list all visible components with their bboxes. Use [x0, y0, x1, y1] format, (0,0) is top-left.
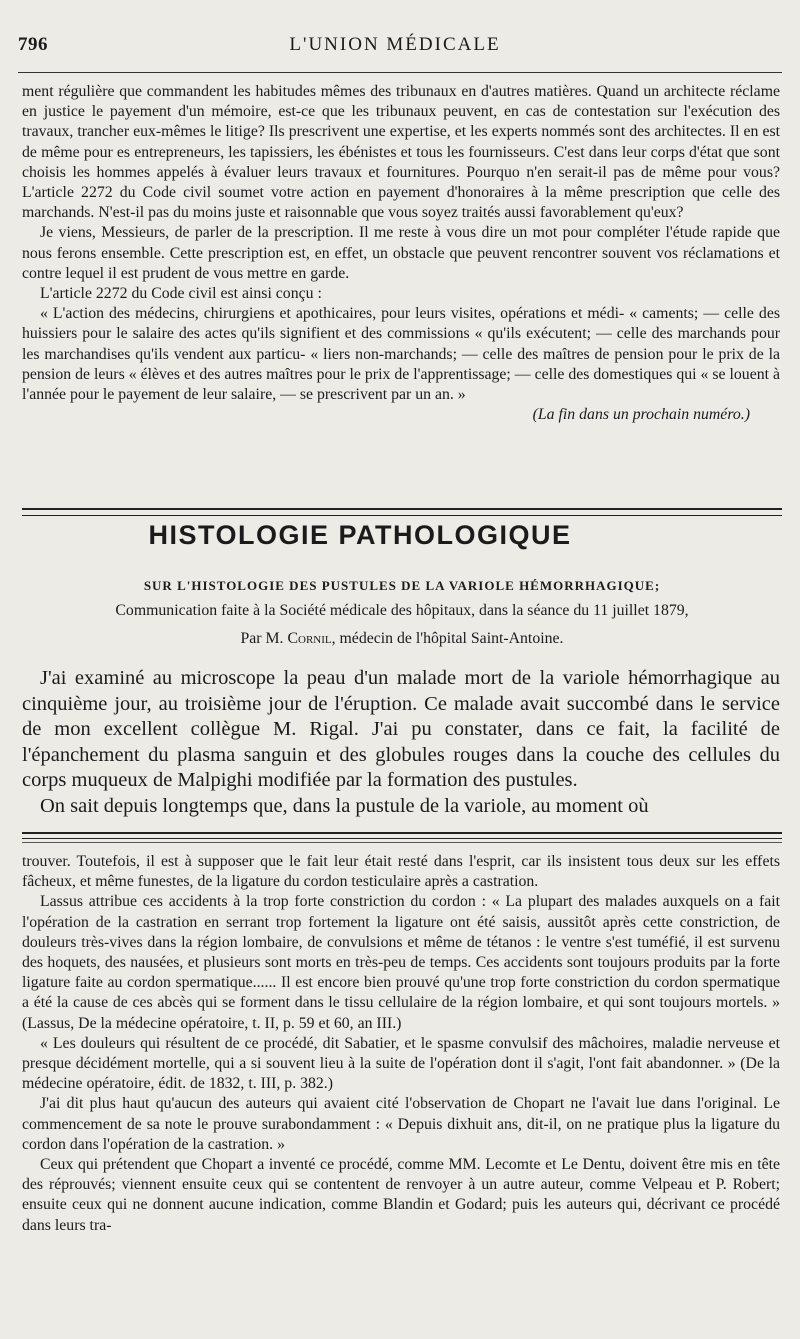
article-subtitle: Communication faite à la Société médicale des hôpitaux, dans la séance du 11 juillet 1879, [115, 602, 689, 619]
feuilleton-divider-thin [22, 842, 782, 843]
feuilleton-divider [22, 832, 782, 839]
section-divider [22, 508, 782, 516]
article-title: SUR L'HISTOLOGIE DES PUSTULES DE LA VARIOLE HÉMORRHAGIQUE; [143, 578, 661, 593]
author-suffix: , médecin de l'hôpital Saint-Antoine. [331, 630, 564, 647]
journal-title: L'UNION MÉDICALE [289, 34, 501, 55]
paragraph: « Les douleurs qui résultent de ce procédé, dit Sabatier, et le spasme convulsif des mâchoires, maladie nerveuse et presque décidément mortelle, qui a si souvent lieu à la suite de l'opération dont il s'agit, l'ont fait abandonner. » (De la médecine opératoire, édit. de 1832, t. III, p. 382.) [22, 1034, 780, 1093]
paragraph: ment régulière que commandent les habitudes mêmes des tribunaux en d'autres matières. Quand un architecte réclame en justice le payement d'un mémoire, est-ce que les tribunaux peuvent, en cas de contestation sur l'exécution des travaux, trancher eux-mêmes le litige? Ils prescrivent une expertise, et les experts nommés sont des architectes. Il en est de même pour es entrepreneurs, les tapissiers, les ébénistes et tous les fournisseurs. C'est dans leur corps d'état que sont choisis les hommes appelés à évaluer leurs travaux et fournitures. Pourquo n'en serait-il pas de même pour vous? L'article 2272 du Code civil soumet votre action en payement d'honoraires à la même prescription que celle des marchands. N'est-il pas du moins juste et raisonnable que vous soyez traités aussi favorablement qu'eux? [22, 83, 780, 222]
paragraph: trouver. Toutefois, il est à supposer que le fait leur était resté dans l'esprit, car ils insistent tous deux sur les effets fâcheux, et même funestes, de la ligature du cordon testiculaire après a castration. [22, 853, 780, 891]
section-heading: HISTOLOGIE PATHOLOGIQUE [148, 520, 572, 550]
paragraph: Je viens, Messieurs, de parler de la prescription. Il me reste à vous dire un mot pour compléter l'étude rapide que nous ferons ensemble. Cette prescription est, en effet, un obstacle que peuvent rencontrer souvent vos réclamations et contre lequel il est prudent de vous mettre en garde. [22, 224, 780, 282]
continuation-note: (La fin dans un prochain numéro.) [532, 406, 750, 424]
author-name: Cornil [287, 630, 332, 647]
paragraph: Ceux qui prétendent que Chopart a inventé ce procédé, comme MM. Lecomte et Le Dentu, doivent être mis en tête des réprouvés; viennent ensuite ceux qui se contentent de renvoyer à un autre auteur, comme Velpeau et P. Robert; ensuite ceux qui ne donnent aucune indication, comme Blandin et Godard; puis les auteurs qui, décrivant ce procédé dans leurs tra- [22, 1156, 780, 1234]
paragraph: Lassus attribue ces accidents à la trop forte constriction du cordon : « La plupart des malades auxquels on a fait l'opération de la castration en serrant trop fortement la ligature ont été saisis, aussitôt après cette constriction, de douleurs très-vives dans la région lombaire, de convulsions et même de tétanos : le ventre s'est tuméfié, il est survenu des hoquets, des nausées, et plusieurs sont morts en très-peu de temps. Ces accidents sont toujours produits par la forte ligature faite au cordon spermatique...... Il est encore bien prouvé qu'une trop forte constriction du cordon spermatique a été la cause de ces abcès qui se forment dans le tissu cellulaire de la région lombaire, et qui sont toujours mortels. » (Lassus, De la médecine opératoire, t. II, p. 59 et 60, an III.) [22, 893, 780, 1032]
code-civil-quote: « L'action des médecins, chirurgiens et apothicaires, pour leurs visites, opérations et médi- « caments; — celle des huissiers pour le salaire des actes qu'ils signifient et des commissions « qu'ils exécutent; — celle des marchands pour les marchandises qu'ils vendent aux particu- « liers non-marchands; — celle des maîtres de pension pour le prix de la pension de leurs « élèves et des autres maîtres pour le prix de l'apprentissage; — celle des domestiques qui « se louent à l'année pour le payement de leur salaire, — se prescrivent par un an. » [22, 305, 780, 404]
page-number: 796 [18, 34, 48, 55]
section-continuation [22, 82, 780, 425]
paragraph: J'ai examiné au microscope la peau d'un malade mort de la variole hémorrhagique au cinquième jour, au troisième jour de l'éruption. Ce malade avait succombé dans le service de mon excellent collègue M. Rigal. J'ai pu constater, dans ce fait, la facilité de l'épanchement du plasma sanguin et des globules rouges dans la couche des cellules du corps muqueux de Malpighi modifiée par la formation des pustules. [22, 667, 780, 791]
article-author [22, 630, 782, 648]
paragraph: On sait depuis longtemps que, dans la pustule de la variole, au moment où [40, 794, 649, 817]
paragraph: J'ai dit plus haut qu'aucun des auteurs qui avaient cité l'observation de Chopart ne l'avait lue dans l'original. Le commencement de sa note le prouve surabondamment : « Depuis dixhuit ans, dit-il, on ne pratique plus la ligature du cordon dans l'opération de la castration. » [22, 1095, 780, 1153]
header-rule [18, 72, 782, 73]
author-prefix: Par M. [240, 630, 284, 647]
paragraph: L'article 2272 du Code civil est ainsi conçu : [40, 285, 322, 303]
page-header [18, 34, 772, 64]
article-body [22, 666, 780, 819]
feuilleton-text [22, 852, 780, 1236]
